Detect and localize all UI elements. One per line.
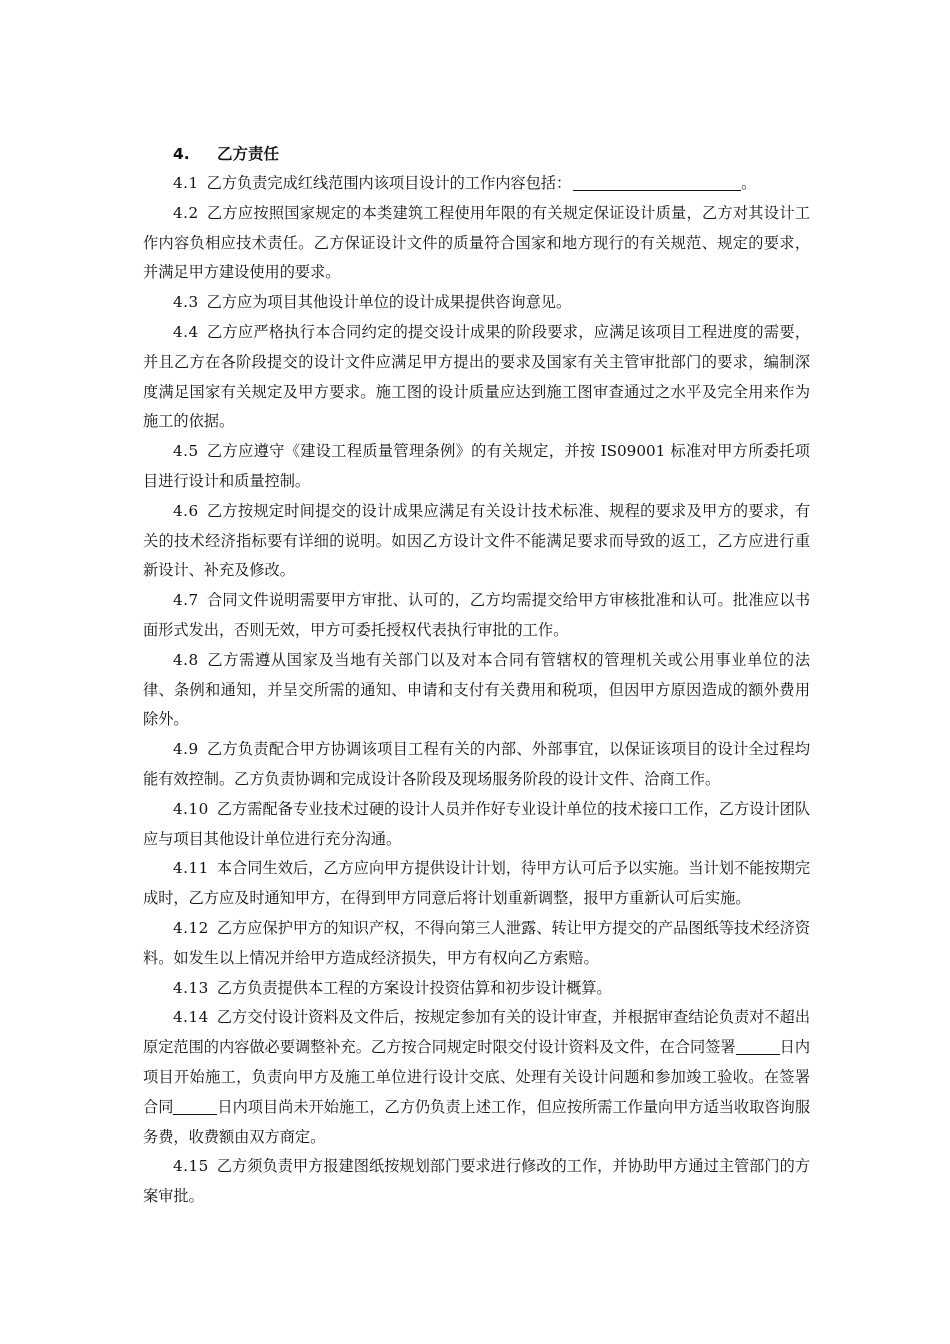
clause-number: 4.12 xyxy=(173,918,209,937)
clause-text: 乙方按规定时间提交的设计成果应满足有关设计技术标准、规程的要求及甲方的要求，有关的技术经济指标要有详细的说明。如因乙方设计文件不能满足要求而导致的返工，乙方应进行重新设计、补充及修改。 xyxy=(143,501,810,580)
clause-4-15 xyxy=(143,1152,810,1212)
clause-text: 乙方应保护甲方的知识产权，不得向第三人泄露、转让甲方提交的产品图纸等技术经济资料。如发生以上情况并给甲方造成经济损失，甲方有权向乙方索赔。 xyxy=(143,918,810,967)
clause-number: 4.9 xyxy=(173,740,199,759)
clause-text-part2: 日内项目开始施工，负责向甲方及施工单位进行设计交底、处理有关设计问题和参加竣工验收。在签署合同 xyxy=(143,1038,811,1116)
clause-text: 乙方负责配合甲方协调该项目工程有关的内部、外部事宜，以保证该项目的设计全过程均能有效控制。乙方负责协调和完成设计各阶段及现场服务阶段的设计文件、洽商工作。 xyxy=(143,740,810,788)
clause-number: 4.7 xyxy=(173,591,199,610)
clause-4-14 xyxy=(143,1003,810,1152)
clause-4-2 xyxy=(143,199,810,288)
clause-text: 乙方应按照国家规定的本类建筑工程使用年限的有关规定保证设计质量，乙方对其设计工作内容负相应技术责任。乙方保证设计文件的质量符合国家和地方现行的有关规范、规定的要求，并满足甲方建设使用的要求。 xyxy=(143,203,810,282)
clause-text: 本合同生效后，乙方应向甲方提供设计计划，待甲方认可后予以实施。当计划不能按期完成时，乙方应及时通知甲方，在得到甲方同意后将计划重新调整，报甲方重新认可后实施。 xyxy=(143,859,810,908)
clause-4-3 xyxy=(143,288,810,318)
clause-number: 4.6 xyxy=(173,501,199,520)
clause-number: 4.14 xyxy=(173,1008,209,1027)
clause-text: 乙方需配备专业技术过硬的设计人员并作好专业设计单位的技术接口工作，乙方设计团队应与项目其他设计单位进行充分沟通。 xyxy=(143,799,810,848)
clause-text-part3: 日内项目尚未开始施工，乙方仍负责上述工作，但应按所需工作量向甲方适当收取咨询服务费，收费额由双方商定。 xyxy=(143,1097,811,1146)
clause-number: 4.13 xyxy=(173,978,209,997)
clause-number: 4.2 xyxy=(173,203,199,222)
clause-4-7 xyxy=(143,586,810,646)
clause-4-6 xyxy=(143,497,810,586)
clause-4-9 xyxy=(143,735,810,795)
contract-page xyxy=(143,140,810,1212)
clause-text-part1: 乙方交付设计资料及文件后，按规定参加有关的设计审查，并根据审查结论负责对不超出原定范围的内容做必要调整补充。乙方按合同规定时限交付设计资料及文件，在合同签署 xyxy=(143,1008,810,1057)
clause-number: 4.10 xyxy=(173,799,209,818)
clause-text: 乙方应遵守《建设工程质量管理条例》的有关规定，并按 IS09001 标准对甲方所委托项目进行设计和质量控制。 xyxy=(143,442,810,490)
clause-number: 4.8 xyxy=(173,650,199,669)
clause-text: 乙方须负责甲方报建图纸按规划部门要求进行修改的工作，并协助甲方通过主管部门的方案审批。 xyxy=(143,1157,810,1206)
clause-text: 合同文件说明需要甲方审批、认可的，乙方均需提交给甲方审核批准和认可。批准应以书面形式发出，否则无效，甲方可委托授权代表执行审批的工作。 xyxy=(143,591,810,639)
clause-number: 4.3 xyxy=(173,293,199,312)
clause-4-8 xyxy=(143,646,810,735)
clause-4-1 xyxy=(143,169,810,199)
clause-4-11 xyxy=(143,854,810,914)
fill-in-blank-days-1[interactable] xyxy=(736,1037,780,1055)
section-heading xyxy=(143,140,810,168)
clause-text: 乙方应严格执行本合同约定的提交设计成果的阶段要求，应满足该项目工程进度的需要，并且乙方在各阶段提交的设计文件应满足甲方提出的要求及国家有关主管审批部门的要求，编制深度满足国家有关规定及甲方要求。施工图的设计质量应达到施工图审查通过之水平及完全用来作为施工的依据。 xyxy=(143,322,810,431)
clause-4-4 xyxy=(143,318,810,437)
clause-text: 乙方负责提供本工程的方案设计投资估算和初步设计概算。 xyxy=(216,978,612,997)
clause-text: 乙方应为项目其他设计单位的设计成果提供咨询意见。 xyxy=(206,293,572,312)
clause-text: 乙方负责完成红线范围内该项目设计的工作内容包括： xyxy=(206,174,572,192)
clause-number: 4.15 xyxy=(173,1157,209,1176)
clause-4-12 xyxy=(143,914,810,974)
section-number: 4. xyxy=(173,145,190,163)
section-title: 乙方责任 xyxy=(217,145,280,163)
clause-number: 4.4 xyxy=(173,322,199,341)
clause-4-5 xyxy=(143,437,810,497)
clause-4-10 xyxy=(143,795,810,855)
fill-in-blank[interactable] xyxy=(573,173,741,191)
clause-4-13 xyxy=(143,974,810,1004)
clause-number: 4.5 xyxy=(173,442,199,461)
clause-number: 4.11 xyxy=(173,859,209,878)
clause-suffix: 。 xyxy=(741,174,757,192)
clause-text: 乙方需遵从国家及当地有关部门以及对本合同有管辖权的管理机关或公用事业单位的法律、条例和通知，并呈交所需的通知、申请和支付有关费用和税项，但因甲方原因造成的额外费用除外。 xyxy=(143,650,810,729)
clause-number: 4.1 xyxy=(173,174,199,192)
fill-in-blank-days-2[interactable] xyxy=(173,1097,217,1115)
